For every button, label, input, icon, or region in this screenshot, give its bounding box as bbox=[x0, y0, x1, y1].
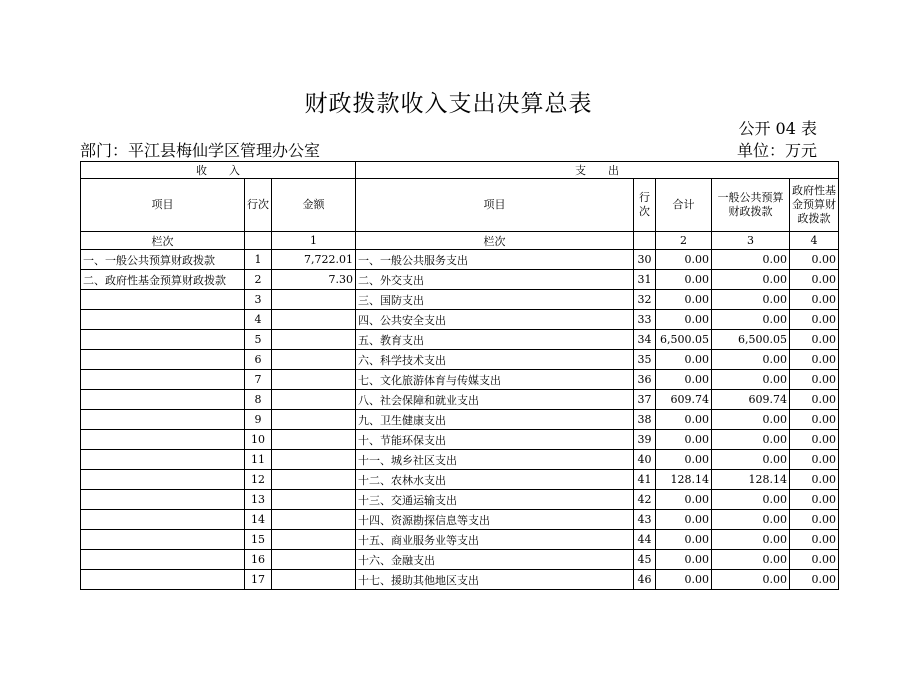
general-budget-cell: 128.14 bbox=[712, 470, 790, 490]
general-budget-cell: 0.00 bbox=[712, 250, 790, 270]
lanci-col3: 3 bbox=[712, 232, 790, 250]
income-line-cell: 8 bbox=[245, 390, 272, 410]
income-line-cell: 1 bbox=[245, 250, 272, 270]
table-row bbox=[81, 470, 839, 490]
income-line-cell: 6 bbox=[245, 350, 272, 370]
budget-table bbox=[80, 161, 839, 590]
total-cell: 0.00 bbox=[656, 430, 712, 450]
income-item-cell bbox=[81, 310, 245, 330]
general-budget-cell: 0.00 bbox=[712, 550, 790, 570]
table-row bbox=[81, 350, 839, 370]
gov-fund-cell: 0.00 bbox=[790, 490, 839, 510]
general-budget-cell: 6,500.05 bbox=[712, 330, 790, 350]
table-row bbox=[81, 450, 839, 470]
general-budget-cell: 0.00 bbox=[712, 510, 790, 530]
gov-fund-cell: 0.00 bbox=[790, 430, 839, 450]
lanci-empty-cell bbox=[245, 232, 272, 250]
expense-line-cell: 38 bbox=[634, 410, 656, 430]
expense-line-cell: 43 bbox=[634, 510, 656, 530]
expense-item-cell: 七、文化旅游体育与传媒支出 bbox=[356, 370, 634, 390]
expense-item-cell: 五、教育支出 bbox=[356, 330, 634, 350]
table-row bbox=[81, 410, 839, 430]
expense-line-cell: 36 bbox=[634, 370, 656, 390]
expense-item-cell: 十六、金融支出 bbox=[356, 550, 634, 570]
income-amount-cell bbox=[272, 510, 356, 530]
total-cell: 0.00 bbox=[656, 350, 712, 370]
header-expense-line: 行次 bbox=[634, 179, 656, 232]
expense-line-cell: 44 bbox=[634, 530, 656, 550]
table-row bbox=[81, 330, 839, 350]
gov-fund-cell: 0.00 bbox=[790, 250, 839, 270]
income-item-cell bbox=[81, 370, 245, 390]
header-expense-item: 项目 bbox=[356, 179, 634, 232]
income-item-cell bbox=[81, 350, 245, 370]
lanci-empty-cell bbox=[634, 232, 656, 250]
general-budget-cell: 609.74 bbox=[712, 390, 790, 410]
gov-fund-cell: 0.00 bbox=[790, 550, 839, 570]
total-cell: 0.00 bbox=[656, 510, 712, 530]
total-cell: 0.00 bbox=[656, 410, 712, 430]
lanci-expense-label: 栏次 bbox=[356, 232, 634, 250]
total-cell: 128.14 bbox=[656, 470, 712, 490]
header-total: 合计 bbox=[656, 179, 712, 232]
income-line-cell: 7 bbox=[245, 370, 272, 390]
total-cell: 0.00 bbox=[656, 250, 712, 270]
income-item-cell: 二、政府性基金预算财政拨款 bbox=[81, 270, 245, 290]
expense-line-cell: 33 bbox=[634, 310, 656, 330]
gov-fund-cell: 0.00 bbox=[790, 330, 839, 350]
gov-fund-cell: 0.00 bbox=[790, 530, 839, 550]
total-cell: 0.00 bbox=[656, 290, 712, 310]
gov-fund-cell: 0.00 bbox=[790, 310, 839, 330]
gov-fund-cell: 0.00 bbox=[790, 370, 839, 390]
income-line-cell: 10 bbox=[245, 430, 272, 450]
income-item-cell bbox=[81, 510, 245, 530]
income-amount-cell bbox=[272, 310, 356, 330]
department-label: 部门：平江县梅仙学区管理办公室 bbox=[80, 141, 321, 160]
total-cell: 0.00 bbox=[656, 530, 712, 550]
general-budget-cell: 0.00 bbox=[712, 570, 790, 590]
expense-line-cell: 37 bbox=[634, 390, 656, 410]
income-item-cell bbox=[81, 450, 245, 470]
gov-fund-cell: 0.00 bbox=[790, 470, 839, 490]
expense-line-cell: 31 bbox=[634, 270, 656, 290]
gov-fund-cell: 0.00 bbox=[790, 570, 839, 590]
header-gov-fund: 政府性基金预算财政拨款 bbox=[790, 179, 839, 232]
income-amount-cell bbox=[272, 550, 356, 570]
income-amount-cell bbox=[272, 490, 356, 510]
income-amount-cell bbox=[272, 430, 356, 450]
expense-item-cell: 十二、农林水支出 bbox=[356, 470, 634, 490]
expense-item-cell: 八、社会保障和就业支出 bbox=[356, 390, 634, 410]
expense-item-cell: 四、公共安全支出 bbox=[356, 310, 634, 330]
expense-item-cell: 十七、援助其他地区支出 bbox=[356, 570, 634, 590]
income-amount-cell: 7.30 bbox=[272, 270, 356, 290]
general-budget-cell: 0.00 bbox=[712, 410, 790, 430]
income-item-cell bbox=[81, 390, 245, 410]
general-budget-cell: 0.00 bbox=[712, 290, 790, 310]
gov-fund-cell: 0.00 bbox=[790, 350, 839, 370]
income-item-cell bbox=[81, 570, 245, 590]
expense-item-cell: 一、一般公共服务支出 bbox=[356, 250, 634, 270]
income-amount-cell bbox=[272, 330, 356, 350]
income-amount-cell bbox=[272, 390, 356, 410]
income-amount-cell bbox=[272, 290, 356, 310]
income-amount-cell bbox=[272, 410, 356, 430]
table-row bbox=[81, 250, 839, 270]
form-number: 公开 04 表 bbox=[738, 119, 817, 138]
income-line-cell: 5 bbox=[245, 330, 272, 350]
general-budget-cell: 0.00 bbox=[712, 530, 790, 550]
section-income: 收 入 bbox=[81, 162, 356, 179]
lanci-col4: 4 bbox=[790, 232, 839, 250]
general-budget-cell: 0.00 bbox=[712, 370, 790, 390]
expense-item-cell: 九、卫生健康支出 bbox=[356, 410, 634, 430]
income-item-cell: 一、一般公共预算财政拨款 bbox=[81, 250, 245, 270]
income-amount-cell bbox=[272, 530, 356, 550]
header-income-line: 行次 bbox=[245, 179, 272, 232]
income-item-cell bbox=[81, 330, 245, 350]
expense-line-cell: 41 bbox=[634, 470, 656, 490]
expense-line-cell: 39 bbox=[634, 430, 656, 450]
income-item-cell bbox=[81, 430, 245, 450]
total-cell: 0.00 bbox=[656, 450, 712, 470]
lanci-row bbox=[81, 232, 839, 250]
income-amount-cell bbox=[272, 450, 356, 470]
income-item-cell bbox=[81, 290, 245, 310]
income-line-cell: 9 bbox=[245, 410, 272, 430]
section-expense: 支 出 bbox=[356, 162, 839, 179]
unit-label: 单位：万元 bbox=[736, 141, 817, 160]
table-row bbox=[81, 490, 839, 510]
table-row bbox=[81, 530, 839, 550]
income-amount-cell bbox=[272, 470, 356, 490]
header-income-item: 项目 bbox=[81, 179, 245, 232]
general-budget-cell: 0.00 bbox=[712, 310, 790, 330]
column-header-row bbox=[81, 179, 839, 232]
gov-fund-cell: 0.00 bbox=[790, 390, 839, 410]
section-header-row bbox=[81, 162, 839, 179]
income-item-cell bbox=[81, 530, 245, 550]
total-cell: 609.74 bbox=[656, 390, 712, 410]
gov-fund-cell: 0.00 bbox=[790, 450, 839, 470]
income-line-cell: 4 bbox=[245, 310, 272, 330]
lanci-col1: 1 bbox=[272, 232, 356, 250]
total-cell: 0.00 bbox=[656, 490, 712, 510]
total-cell: 6,500.05 bbox=[656, 330, 712, 350]
expense-item-cell: 十五、商业服务业等支出 bbox=[356, 530, 634, 550]
gov-fund-cell: 0.00 bbox=[790, 270, 839, 290]
expense-line-cell: 46 bbox=[634, 570, 656, 590]
income-amount-cell bbox=[272, 350, 356, 370]
income-item-cell bbox=[81, 550, 245, 570]
table-row bbox=[81, 430, 839, 450]
table-row bbox=[81, 550, 839, 570]
page-title: 财政拨款收入支出决算总表 bbox=[304, 91, 593, 117]
table-row bbox=[81, 570, 839, 590]
table-row bbox=[81, 370, 839, 390]
expense-line-cell: 40 bbox=[634, 450, 656, 470]
table-row bbox=[81, 310, 839, 330]
income-item-cell bbox=[81, 490, 245, 510]
general-budget-cell: 0.00 bbox=[712, 450, 790, 470]
lanci-col2: 2 bbox=[656, 232, 712, 250]
gov-fund-cell: 0.00 bbox=[790, 290, 839, 310]
income-item-cell bbox=[81, 410, 245, 430]
total-cell: 0.00 bbox=[656, 550, 712, 570]
gov-fund-cell: 0.00 bbox=[790, 510, 839, 530]
header-general-budget: 一般公共预算财政拨款 bbox=[712, 179, 790, 232]
income-line-cell: 17 bbox=[245, 570, 272, 590]
income-line-cell: 15 bbox=[245, 530, 272, 550]
expense-line-cell: 42 bbox=[634, 490, 656, 510]
expense-item-cell: 十三、交通运输支出 bbox=[356, 490, 634, 510]
income-line-cell: 14 bbox=[245, 510, 272, 530]
header-income-amount: 金额 bbox=[272, 179, 356, 232]
expense-line-cell: 45 bbox=[634, 550, 656, 570]
income-line-cell: 16 bbox=[245, 550, 272, 570]
expense-item-cell: 三、国防支出 bbox=[356, 290, 634, 310]
income-line-cell: 12 bbox=[245, 470, 272, 490]
table-row bbox=[81, 290, 839, 310]
total-cell: 0.00 bbox=[656, 370, 712, 390]
expense-line-cell: 34 bbox=[634, 330, 656, 350]
general-budget-cell: 0.00 bbox=[712, 430, 790, 450]
lanci-income-label: 栏次 bbox=[81, 232, 245, 250]
general-budget-cell: 0.00 bbox=[712, 270, 790, 290]
expense-item-cell: 十一、城乡社区支出 bbox=[356, 450, 634, 470]
expense-item-cell: 六、科学技术支出 bbox=[356, 350, 634, 370]
expense-item-cell: 二、外交支出 bbox=[356, 270, 634, 290]
general-budget-cell: 0.00 bbox=[712, 490, 790, 510]
table-row bbox=[81, 510, 839, 530]
expense-item-cell: 十、节能环保支出 bbox=[356, 430, 634, 450]
income-amount-cell bbox=[272, 570, 356, 590]
total-cell: 0.00 bbox=[656, 310, 712, 330]
table-row bbox=[81, 270, 839, 290]
gov-fund-cell: 0.00 bbox=[790, 410, 839, 430]
expense-line-cell: 30 bbox=[634, 250, 656, 270]
expense-line-cell: 32 bbox=[634, 290, 656, 310]
general-budget-cell: 0.00 bbox=[712, 350, 790, 370]
table-row bbox=[81, 390, 839, 410]
income-amount-cell: 7,722.01 bbox=[272, 250, 356, 270]
income-line-cell: 11 bbox=[245, 450, 272, 470]
income-amount-cell bbox=[272, 370, 356, 390]
total-cell: 0.00 bbox=[656, 270, 712, 290]
income-line-cell: 3 bbox=[245, 290, 272, 310]
income-line-cell: 13 bbox=[245, 490, 272, 510]
expense-line-cell: 35 bbox=[634, 350, 656, 370]
income-item-cell bbox=[81, 470, 245, 490]
income-line-cell: 2 bbox=[245, 270, 272, 290]
total-cell: 0.00 bbox=[656, 570, 712, 590]
expense-item-cell: 十四、资源勘探信息等支出 bbox=[356, 510, 634, 530]
